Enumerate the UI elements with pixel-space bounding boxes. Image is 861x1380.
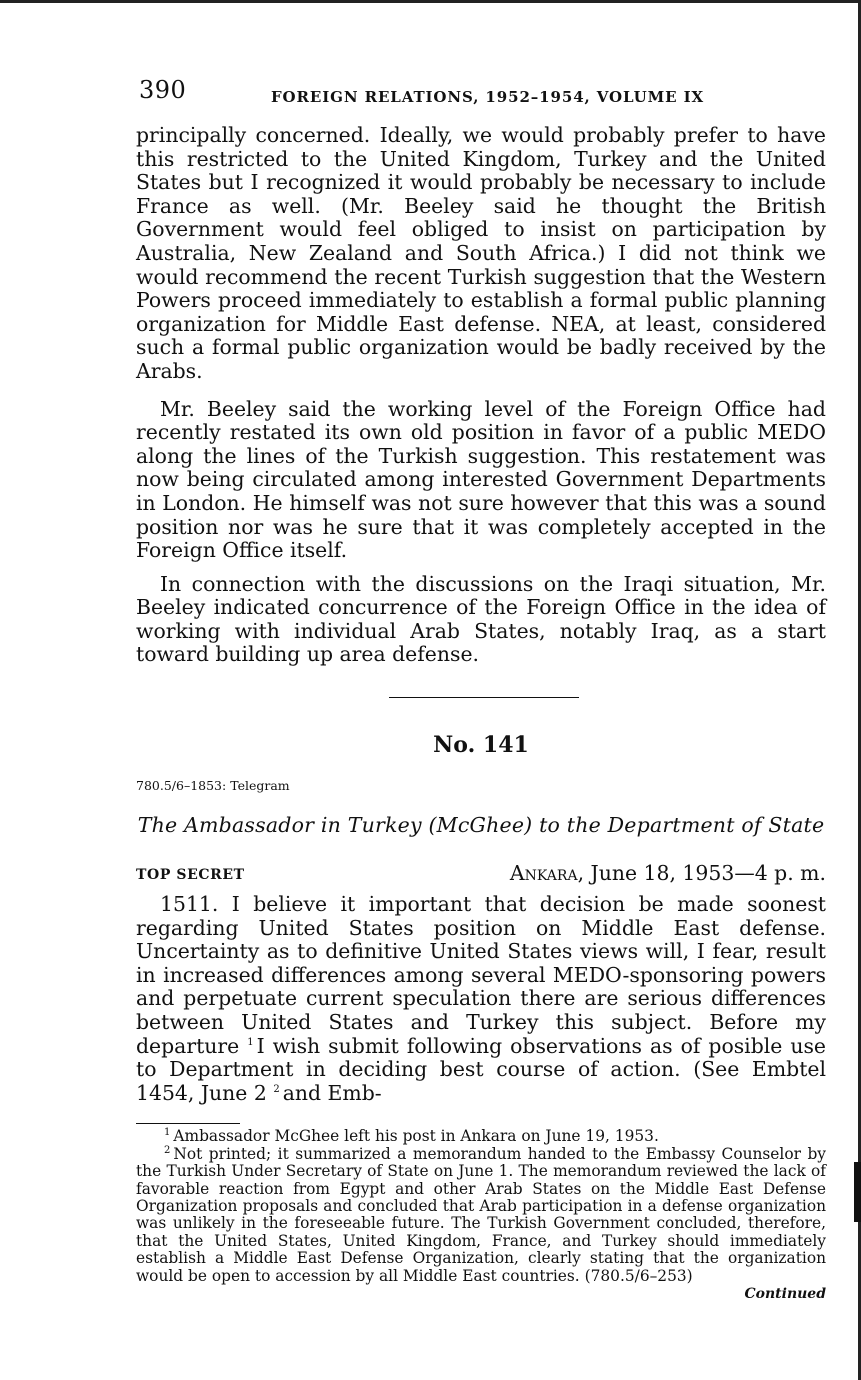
scan-edge-mark — [854, 1162, 861, 1222]
date-time: , June 18, 1953—4 p. m. — [577, 861, 826, 886]
paragraph-beeley-working-level: Mr. Beeley said the working level of the Foreign Office had recently restated its own old position in favor of a public MEDO along the lines of the Turkish suggestion. This restatement was now being circulated among interested Government Departments in London. He himself was not sure however that this was a sound position nor was he sure that it was completely accepted in the Foreign Office itself. — [136, 396, 826, 563]
document-number: No. 141 — [433, 732, 529, 759]
footnote-ref-2[interactable]: 2 — [273, 1084, 280, 1096]
telegram-text-part-2: I wish submit following observations as of posible use to Department in deciding best course of action. (See Embtel 1454, June 2 — [136, 1033, 826, 1105]
continued-paragraph: principally concerned. Ideally, we would probably prefer to have this restricted to the United Kingdom, Turkey and the United States but I recognized it would probably be necessary to include France as well. (Mr. Beeley said he thought the British Government would feel obliged to insist on participation by Australia, New Zealand and South Africa.) I did not think we would recommend the recent Turkish suggestion that the Western Powers proceed immediately to establish a formal public planning organization for Middle East defense. NEA, at least, considered such a formal public organization would be badly received by the Arabs. — [136, 123, 826, 383]
footnote-ref-1[interactable]: 1 — [247, 1036, 254, 1048]
footnotes — [136, 1128, 826, 1285]
classification-label: TOP SECRET — [136, 867, 245, 884]
continued-label: Continued — [744, 1286, 826, 1303]
footnote-rule — [136, 1123, 240, 1124]
running-head — [136, 74, 826, 114]
footnote-marker: 2 — [164, 1144, 171, 1156]
footnote-text: Not printed; it summarized a memorandum handed to the Embassy Counselor by the Turkish Under Secretary of State on June 1. The memorandum reviewed the lack of favorable reaction from Egypt and other Arab States on the Middle East Defense Organization proposals and concluded that Arab participation in a defense organization was unlikely in the foreseeable future. The Turkish Government concluded, therefore, that the United States, United Kingdom, France, and Turkey should immediately establish a Middle East Defense Organization, clearly stating that the organization would be open to accession by all Middle East countries. (780.5/6–253) — [136, 1144, 826, 1285]
paragraph-iraqi-situation: In connection with the discussions on the Iraqi situation, Mr. Beeley indicated concurrence of the Foreign Office in the idea of working with individual Arab States, notably Iraq, as a start toward building up area defense. — [136, 571, 826, 667]
section-divider — [389, 697, 579, 698]
scan-edge-top — [0, 0, 861, 3]
footnote-1 — [136, 1128, 826, 1145]
place-and-date — [510, 861, 826, 885]
telegram-text-part-1: 1511. I believe it important that decision be made soonest regarding United States position on Middle East defense. Uncertainty as to definitive United States views will, I fear, result in increased differences among several MEDO-sponsoring powers and perpetuate current speculation there are serious differences between United States and Turkey this subject. Before my departure — [136, 892, 826, 1058]
footnote-marker: 1 — [164, 1127, 171, 1139]
telegram-text-part-3: and Emb- — [282, 1080, 382, 1105]
file-reference: 780.5/6–1853: Telegram — [136, 778, 290, 794]
volume-title: FOREIGN RELATIONS, 1952–1954, VOLUME IX — [271, 88, 705, 106]
page-number: 390 — [139, 76, 187, 104]
document-page — [136, 74, 826, 1302]
footnote-2 — [136, 1146, 826, 1285]
telegram-body — [136, 893, 826, 1105]
document-title: The Ambassador in Turkey (McGhee) to the Department of State — [137, 813, 825, 838]
footnote-text: Ambassador McGhee left his post in Ankara on June 19, 1953. — [173, 1127, 659, 1146]
place-name: Ankara — [509, 861, 578, 886]
dateline — [136, 861, 826, 891]
